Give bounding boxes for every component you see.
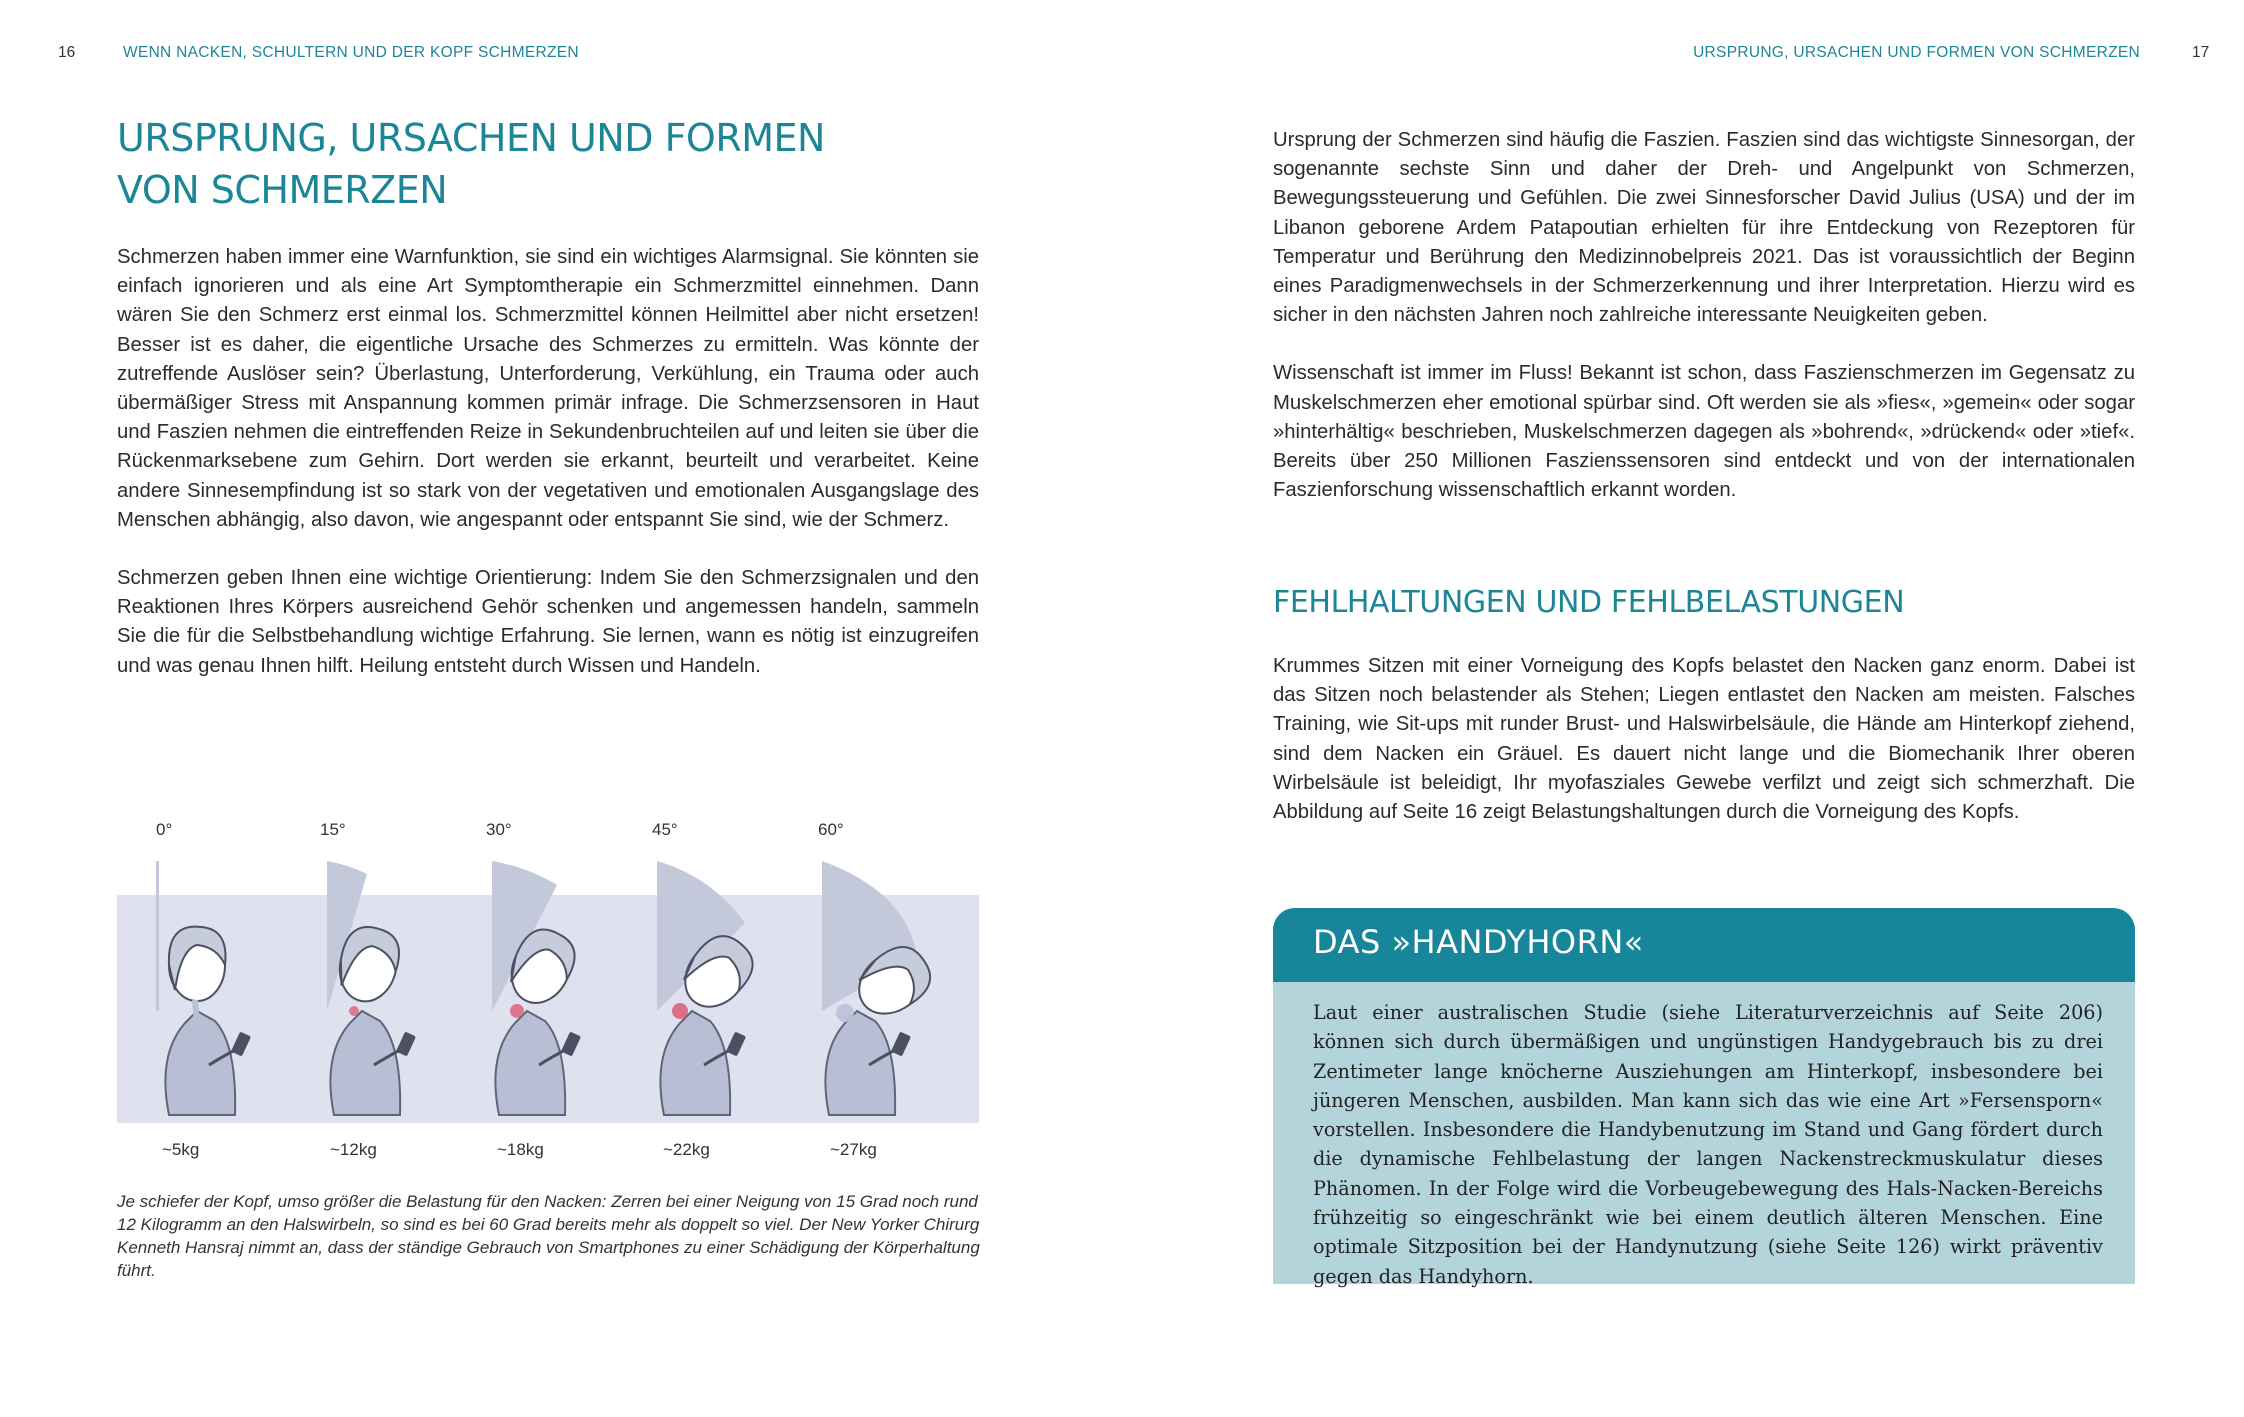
left-body xyxy=(117,243,979,681)
right-body-top xyxy=(1273,126,2135,505)
info-box-text: Laut einer australischen Studie (siehe Literaturverzeichnis auf Seite 206) können sich durch übermäßigen und ungünstigen Handygebrauch bis zu drei Zentimeter lange knöcherne Ausziehungen am Hinterkopf, insbesondere bei jüngeren Menschen, ausbilden. Man kann sich das wie eine Art »Fersensporn« vorstellen. Insbesondere die Handybenutzung im Stand und Gang fördert durch die dynamische Fehlbelastung der langen Nackenstreckmuskulatur dieses Phänomen. In der Folge wird die Vorbeugebewegung des Hals-Nacken-Bereichs frühzeitig so eingeschränkt wie bei einem deutlich älteren Menschen. Eine optimale Sitzposition bei der Handynutzung (siehe Seite 126) wirkt präventiv gegen das Handyhorn. xyxy=(1313,1001,2103,1288)
left-running-head: WENN NACKEN, SCHULTERN UND DER KOPF SCHMERZEN xyxy=(123,44,579,61)
right-paragraph-3: Krummes Sitzen mit einer Vorneigung des Kopfs belastet den Nacken ganz enorm. Dabei ist das Sitzen noch belastender als Stehen; Liegen entlastet den Nacken am meisten. Falsches Training, wie Sit-ups mit runder Brust- und Halswirbelsäule, die Hände am Hinterkopf ziehend, sind dem Nacken ein Gräuel. Es dauert nicht lange und die Biomechanik Ihrer oberen Wirbelsäule ist beleidigt, Ihr myofasziales Gewebe verfilzt und zeigt sich schmerzhaft. Die Abbildung auf Seite 16 zeigt Belastungshaltungen durch die Vorneigung des Kopfs. xyxy=(1273,655,2135,824)
posture-figure xyxy=(117,815,979,1175)
left-paragraph-2: Schmerzen geben Ihnen eine wichtige Orientierung: Indem Sie den Schmerzsignalen und den Reaktionen Ihres Körpers ausreichend Gehör schenken und angemessen handeln, sammeln Sie die für die Selbstbehandlung wichtige Erfahrung. Sie lernen, wann es nötig ist einzugreifen und was genau Ihnen hilft. Heilung entsteht durch Wissen und Handeln. xyxy=(117,567,979,677)
load-label-60: ~27kg xyxy=(830,1140,877,1159)
right-paragraph-1: Ursprung der Schmerzen sind häufig die Faszien. Faszien sind das wichtigste Sinnesorgan, der sogenannte sechste Sinn und daher der Dreh- und Angelpunkt von Schmerzen, Bewegungssteuerung und Gefühlen. Die zwei Sinnesforscher David Julius (USA) und der im Libanon geborene Ardem Patapoutian erhielten für ihre Entdeckung von Rezeptoren für Temperatur und Berührung den Medizinnobelpreis 2021. Das ist voraussichtlich der Beginn eines Paradigmenwechsels in der Schmerzerkennung und ihrer Interpretation. Hierzu wird es sicher in den nächsten Jahren noch zahlreiche interessante Neuigkeiten geben. xyxy=(1273,129,2135,327)
info-box-body xyxy=(1273,982,2135,1288)
section-subheading: FEHLHALTUNGEN UND FEHLBELASTUNGEN xyxy=(1273,585,1905,620)
page-title-line2: VON SCHMERZEN xyxy=(117,168,448,212)
right-page-number: 17 xyxy=(2192,44,2210,61)
angle-label-0: 0° xyxy=(156,820,173,839)
angle-wedge-0 xyxy=(156,861,159,1011)
page-title-line1: URSPRUNG, URSACHEN UND FORMEN xyxy=(117,116,825,160)
load-label-15: ~12kg xyxy=(330,1140,377,1159)
info-box-header xyxy=(1273,908,2135,982)
right-body-bottom xyxy=(1273,652,2135,827)
info-box-title: DAS »HANDYHORN« xyxy=(1313,923,1644,961)
figure-caption: Je schiefer der Kopf, umso größer die Belastung für den Nacken: Zerren bei einer Neigung von 15 Grad noch rund 12 Kilogramm an den Halswirbeln, so sind es bei 60 Grad bereits mehr als doppelt so viel. Der New Yorker Chirurg Kenneth Hansraj nimmt an, dass der ständige Gebrauch von Smartphones zu einer Schädigung der Körperhaltung führt. xyxy=(117,1192,980,1280)
right-running-head: URSPRUNG, URSACHEN UND FORMEN VON SCHMERZEN xyxy=(1693,44,2140,61)
left-paragraph-1: Schmerzen haben immer eine Warnfunktion, sie sind ein wichtiges Alarmsignal. Sie könnten sie einfach ignorieren und als eine Art Symptomtherapie ein Schmerzmittel einnehmen. Dann wären Sie den Schmerz erst einmal los. Schmerzmittel können Heilmittel aber nicht ersetzen! Besser ist es daher, die eigentliche Ursache des Schmerzes zu ermitteln. Was könnte der zutreffende Auslöser sein? Überlastung, Unterforderung, Verkühlung, ein Trauma oder auch übermäßiger Stress mit Anspannung kommen primär infrage. Die Schmerzsensoren in Haut und Faszien nehmen die eintreffenden Reize in Sekundenbruchteilen auf und leiten sie über die Rückenmarksebene zum Gehirn. Dort werden sie erkannt, beurteilt und verarbeitet. Keine andere Sinnesempfindung ist so stark von der vegetativen und emotionalen Ausgangslage des Menschen abhängig, also davon, wie angespannt oder entspannt Sie sind, wie der Schmerz. xyxy=(117,246,979,531)
load-label-0: ~5kg xyxy=(162,1140,200,1159)
angle-label-15: 15° xyxy=(320,820,346,839)
left-page-number: 16 xyxy=(58,44,76,61)
angle-label-60: 60° xyxy=(818,820,844,839)
angle-label-45: 45° xyxy=(652,820,678,839)
load-label-45: ~22kg xyxy=(663,1140,710,1159)
right-paragraph-2: Wissenschaft ist immer im Fluss! Bekannt ist schon, dass Faszienschmerzen im Gegensatz zu Muskelschmerzen eher emotional spürbar sind. Oft werden sie als »fies«, »gemein« oder sogar »hinterhältig« beschrieben, Muskelschmerzen dagegen als »bohrend«, »drückend« oder »tief«. Bereits über 250 Millionen Faszienssensoren sind entdeckt und von der internationalen Faszienforschung wissenschaftlich erkannt worden. xyxy=(1273,362,2135,502)
posture-illustration xyxy=(117,815,979,1175)
load-label-30: ~18kg xyxy=(497,1140,544,1159)
angle-label-30: 30° xyxy=(486,820,512,839)
page-title xyxy=(117,112,877,216)
